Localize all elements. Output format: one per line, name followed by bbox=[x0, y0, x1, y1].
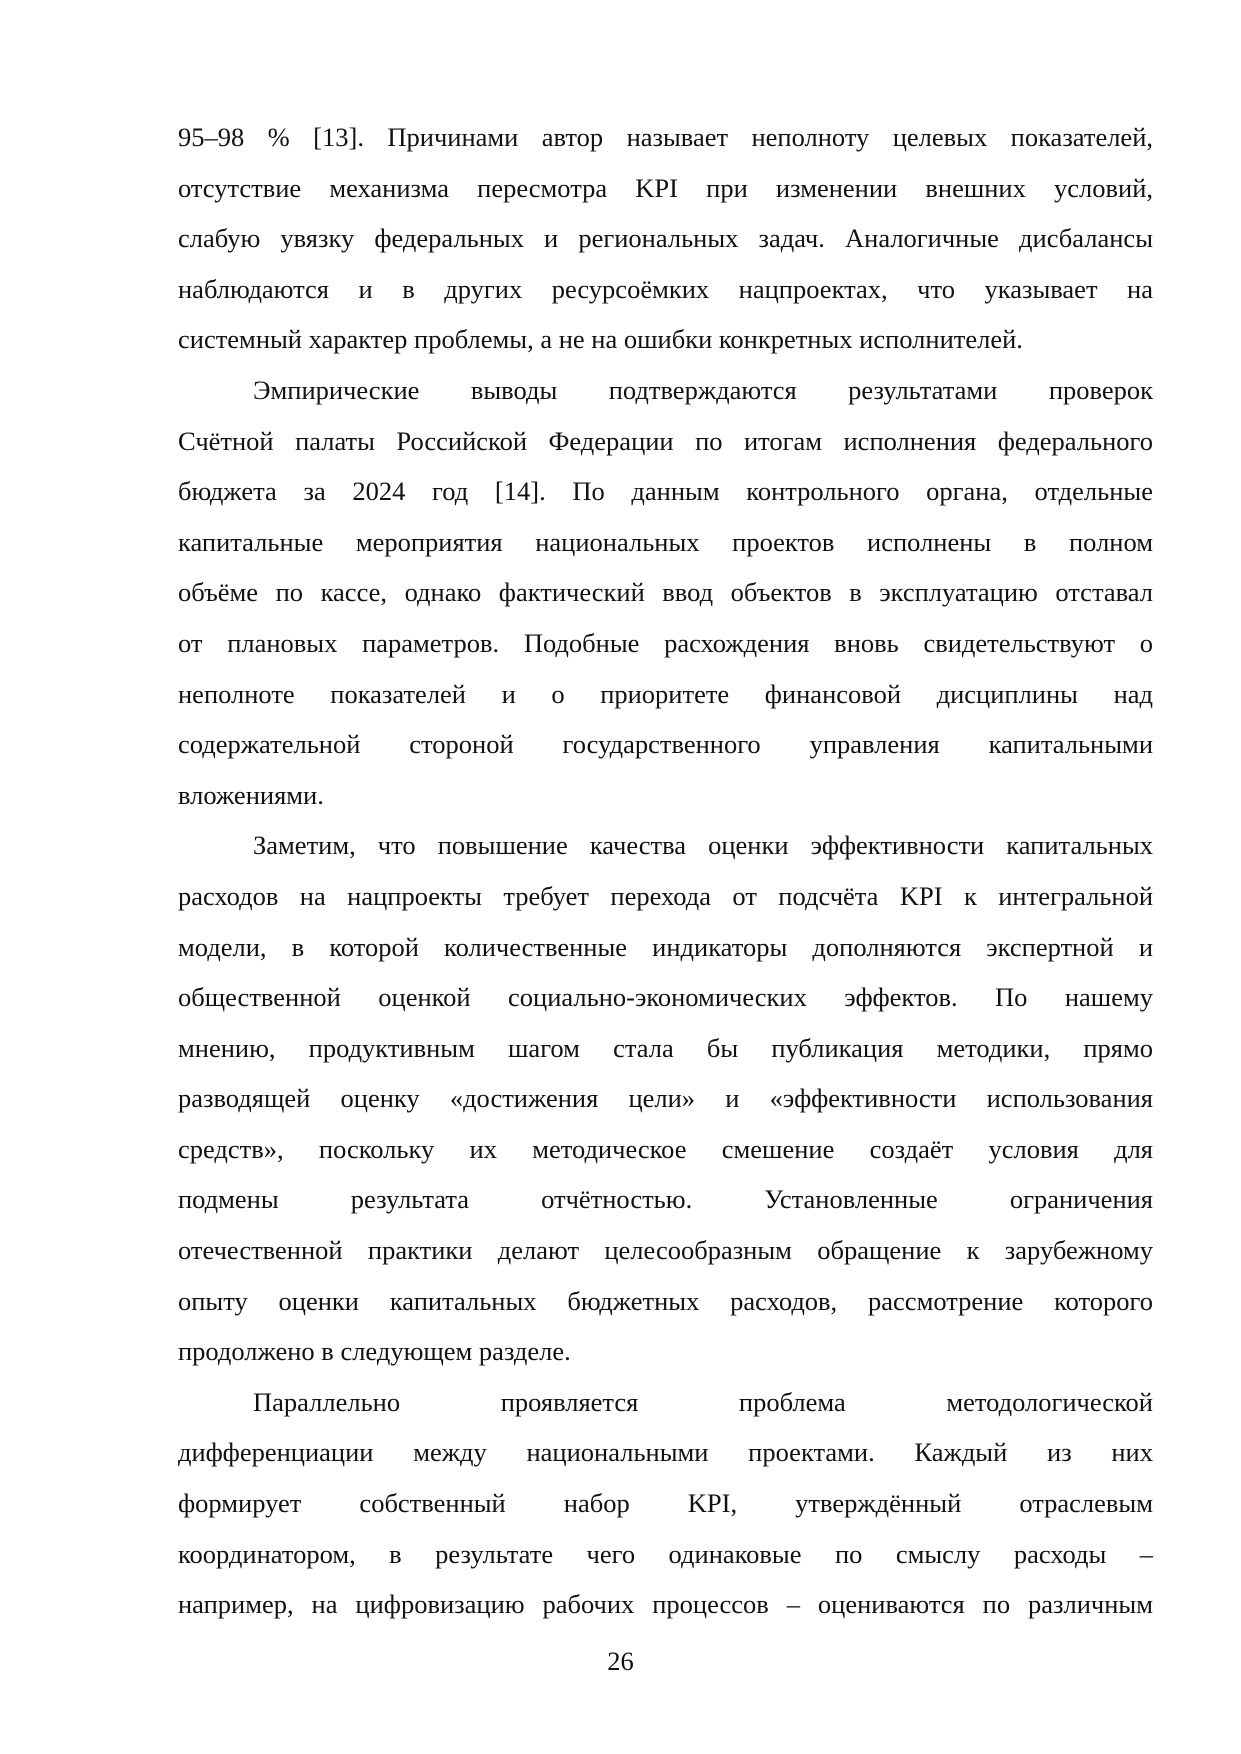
paragraph bbox=[178, 1377, 1153, 1630]
text-line: например, на цифровизацию рабочих процессов – оцениваются по различным bbox=[178, 1589, 1153, 1620]
text-line: дифференциации между национальными проектами. Каждый из них bbox=[178, 1437, 1153, 1468]
text-line: подмены результата отчётностью. Установленные ограничения bbox=[178, 1184, 1153, 1215]
text-line: мнению, продуктивным шагом стала бы публикация методики, прямо bbox=[178, 1032, 1153, 1063]
text-line: отечественной практики делают целесообразным обращение к зарубежному bbox=[178, 1235, 1153, 1266]
text-line: от плановых параметров. Подобные расхождения вновь свидетельствуют о bbox=[178, 627, 1153, 658]
paragraph bbox=[178, 820, 1153, 1377]
text-line: Заметим, что повышение качества оценки эффективности капитальных bbox=[253, 830, 1153, 861]
text-line: формирует собственный набор KPI, утверждённый отраслевым bbox=[178, 1488, 1153, 1519]
text-line: неполноте показателей и о приоритете финансовой дисциплины над bbox=[178, 678, 1153, 709]
page-number: 26 bbox=[607, 1646, 634, 1676]
text-line: Параллельно проявляется проблема методологической bbox=[253, 1386, 1153, 1417]
text-line: наблюдаются и в других ресурсоёмких нацпроектах, что указывает на bbox=[178, 273, 1153, 304]
text-line: Счётной палаты Российской Федерации по итогам исполнения федерального bbox=[178, 425, 1153, 456]
text-line: модели, в которой количественные индикаторы дополняются экспертной и bbox=[178, 931, 1153, 962]
paragraph bbox=[178, 112, 1153, 365]
text-line: капитальные мероприятия национальных проектов исполнены в полном bbox=[178, 526, 1153, 557]
text-line: системный характер проблемы, а не на ошибки конкретных исполнителей. bbox=[178, 324, 1023, 355]
text-line: расходов на нацпроекты требует перехода от подсчёта KPI к интегральной bbox=[178, 880, 1153, 911]
body-text bbox=[178, 112, 1153, 1630]
text-line: опыту оценки капитальных бюджетных расходов, рассмотрение которого bbox=[178, 1285, 1153, 1316]
paragraph bbox=[178, 365, 1153, 820]
text-line: средств», поскольку их методическое смешение создаёт условия для bbox=[178, 1133, 1153, 1164]
text-line: содержательной стороной государственного управления капитальными bbox=[178, 729, 1153, 760]
text-line: разводящей оценку «достижения цели» и «эффективности использования bbox=[178, 1083, 1153, 1114]
text-line: Эмпирические выводы подтверждаются результатами проверок bbox=[253, 374, 1153, 405]
text-line: 95–98 % [13]. Причинами автор называет неполноту целевых показателей, bbox=[178, 122, 1153, 152]
text-line: объёме по кассе, однако фактический ввод объектов в эксплуатацию отставал bbox=[178, 577, 1153, 608]
text-line: продолжено в следующем разделе. bbox=[178, 1336, 571, 1367]
text-line: бюджета за 2024 год [14]. По данным контрольного органа, отдельные bbox=[178, 476, 1153, 507]
text-line: слабую увязку федеральных и региональных задач. Аналогичные дисбалансы bbox=[178, 223, 1153, 254]
text-line: общественной оценкой социально-экономических эффектов. По нашему bbox=[178, 982, 1153, 1013]
text-line: координатором, в результате чего одинаковые по смыслу расходы – bbox=[178, 1538, 1153, 1569]
text-line: вложениями. bbox=[178, 779, 324, 810]
text-line: отсутствие механизма пересмотра KPI при изменении внешних условий, bbox=[178, 172, 1153, 203]
